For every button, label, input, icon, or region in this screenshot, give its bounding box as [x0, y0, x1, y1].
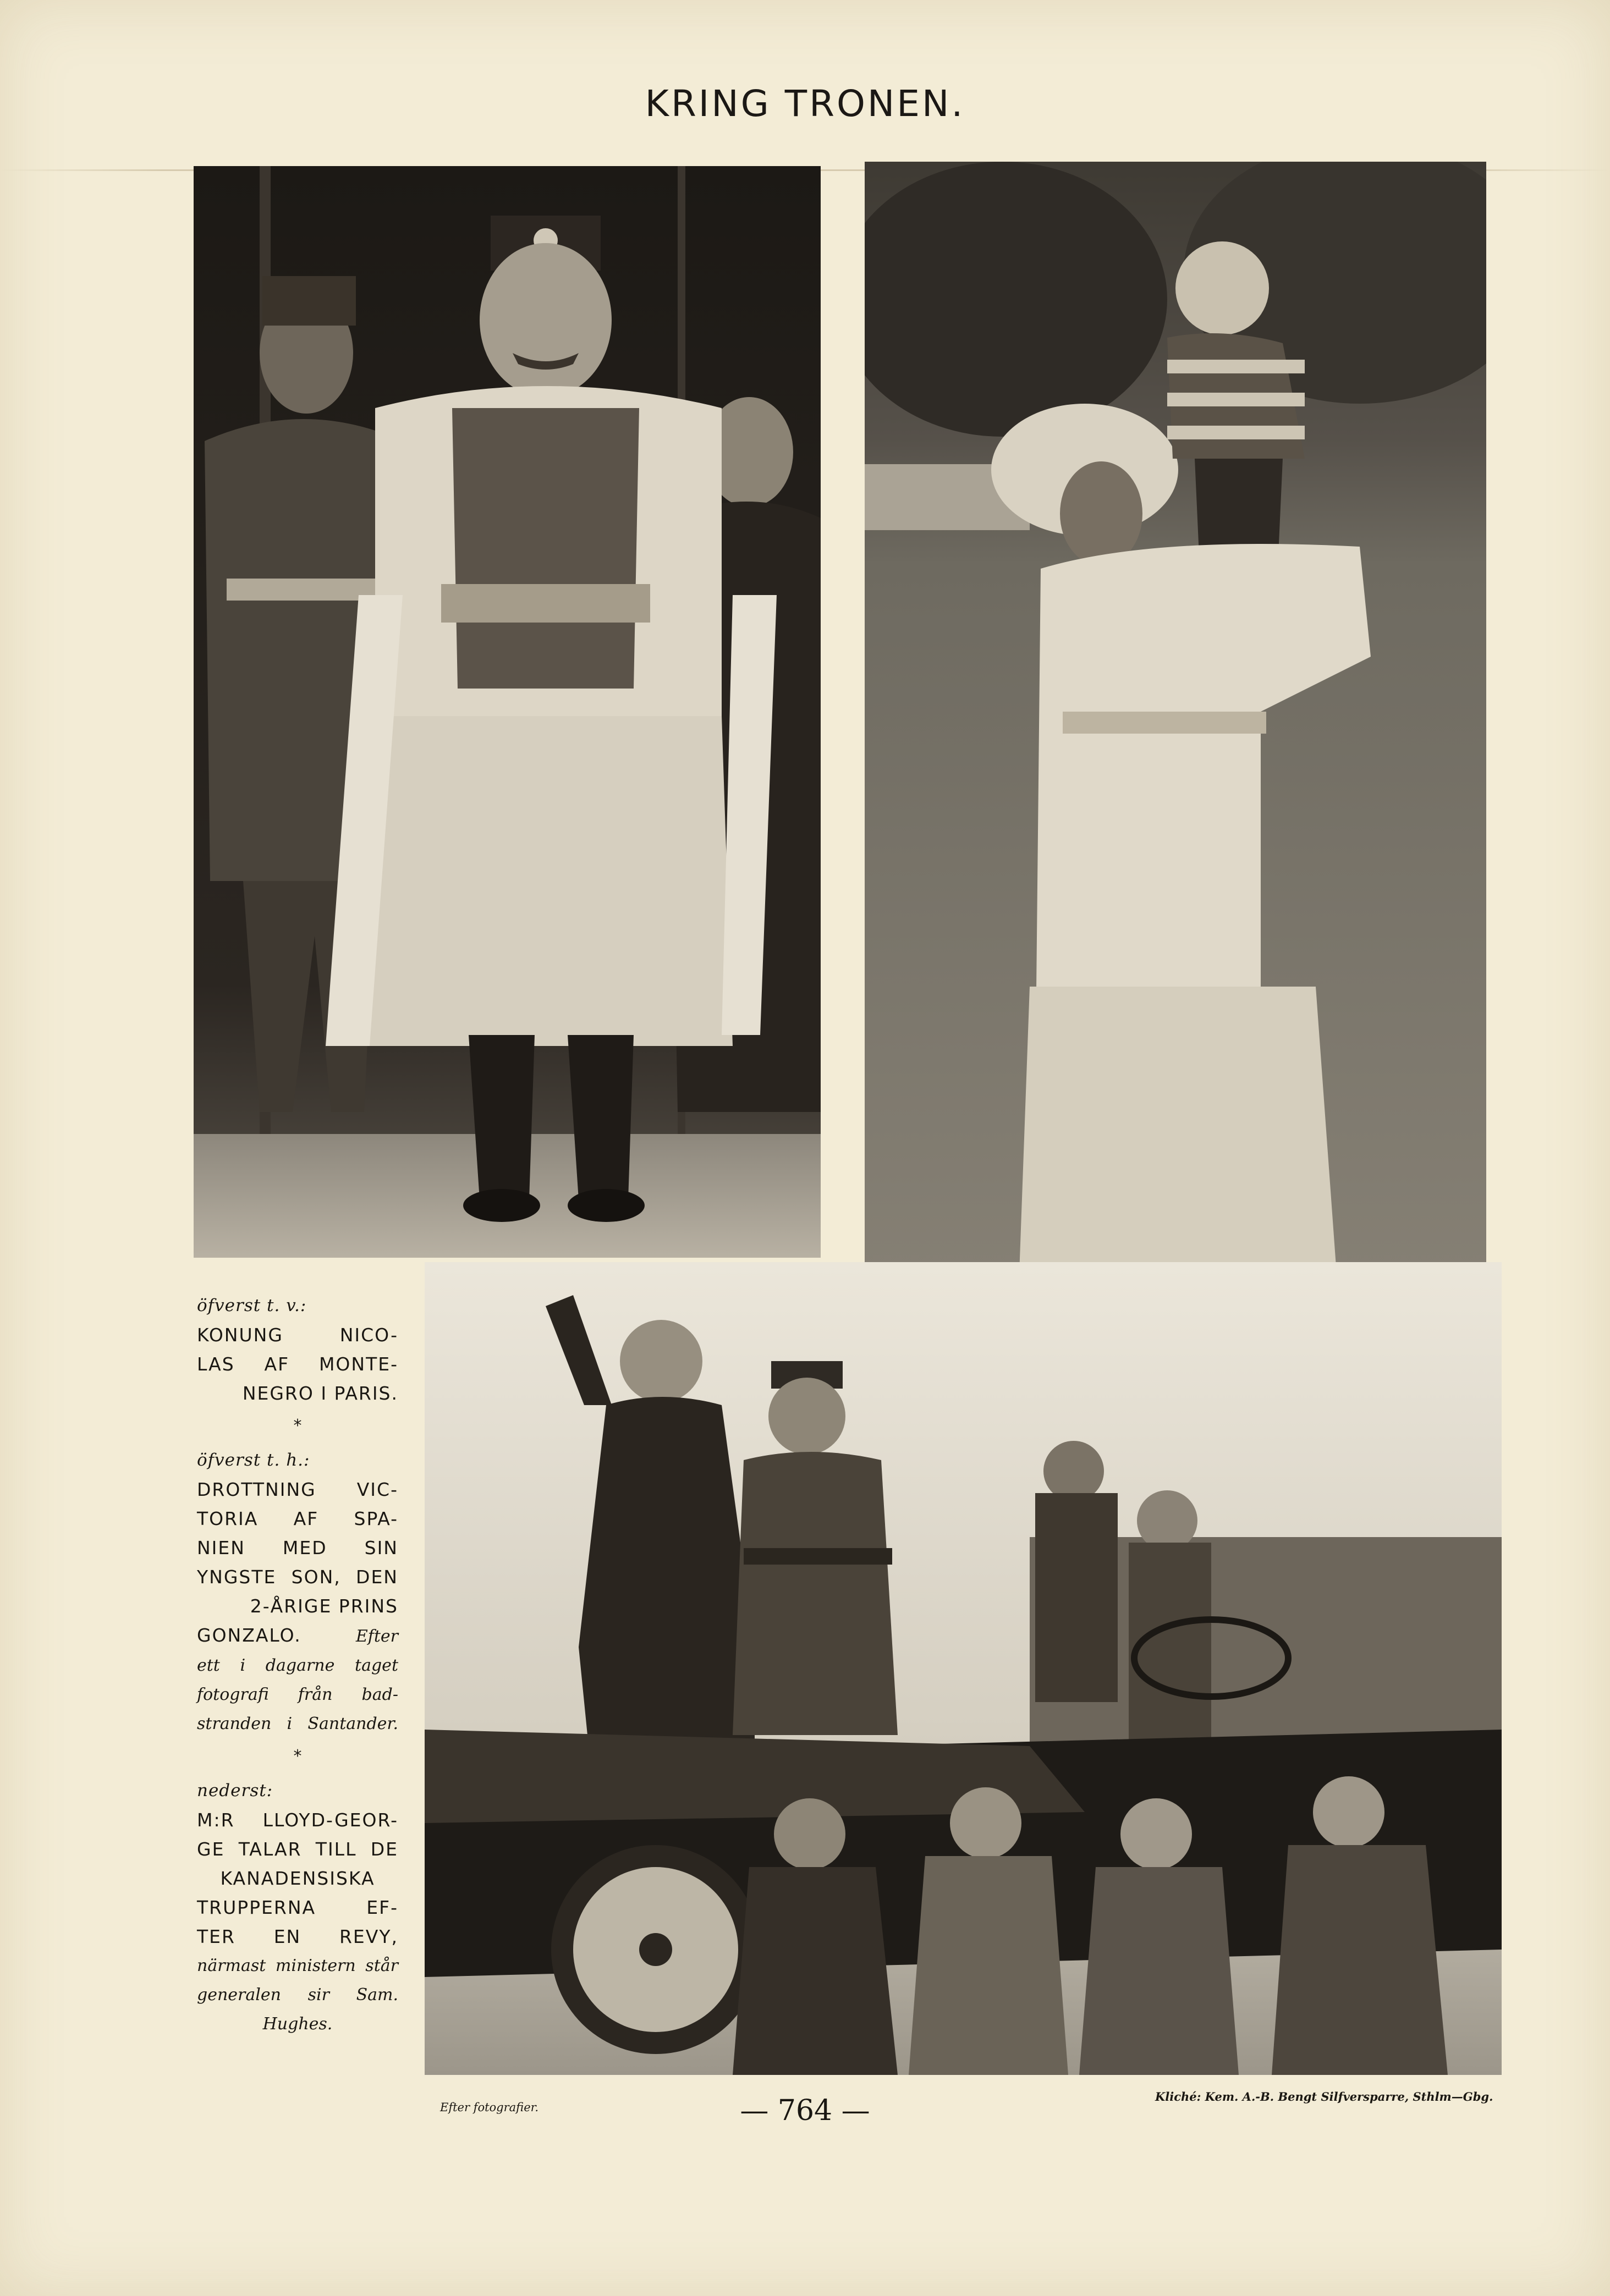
- page-number: — 764 —: [740, 2094, 870, 2127]
- photo-credit: Efter fotografier.: [440, 2101, 539, 2114]
- caption-top-left-line: NEGRO I PARIS.: [242, 1383, 398, 1404]
- caption-bottom-line: KANADENSISKA: [220, 1868, 375, 1889]
- king-photo-illustration: [194, 166, 821, 1258]
- caption-top-right-line: DROTTNING VIC-: [197, 1479, 398, 1500]
- queen-photo-illustration: [865, 162, 1486, 1421]
- caption-bottom-italic-line: Hughes.: [262, 2014, 333, 2034]
- caption-top-left-line: LAS AF MONTE-: [197, 1353, 398, 1375]
- caption-separator: *: [293, 1747, 302, 1766]
- photograph-lloyd-george-icon: [425, 1262, 1502, 2075]
- caption-bottom-line: GE TALAR TILL DE: [197, 1838, 398, 1860]
- cliche-credit: Kliché: Kem. A.-B. Bengt Silfversparre, Sthlm—Gbg.: [1155, 2090, 1493, 2104]
- caption-bottom-italic-line: generalen sir Sam.: [197, 1985, 398, 2005]
- photograph-king-nicolas-icon: [194, 166, 821, 1258]
- photograph-queen-victoria-icon: [865, 162, 1486, 1421]
- caption-bottom-line: TER EN REVY,: [197, 1926, 398, 1947]
- caption-bottom-italic-line: närmast ministern står: [197, 1956, 398, 1975]
- caption-top-right-lead: öfverst t. h.:: [197, 1450, 310, 1470]
- caption-top-left-line: KONUNG NICO-: [197, 1324, 398, 1346]
- caption-top-right-mixed-line: [197, 1621, 398, 1651]
- caption-bottom-line: M:R LLOYD-GEOR-: [197, 1809, 398, 1831]
- caption-top-right-line: NIEN MED SIN: [197, 1537, 398, 1559]
- caption-top-right-mixed-caps: GONZALO.: [197, 1625, 301, 1646]
- caption-bottom-lead: nederst:: [197, 1781, 273, 1801]
- caption-top-right-line: 2-ÅRIGE PRINS: [250, 1595, 398, 1617]
- caption-top-right-italic-line: fotografi från bad-: [197, 1685, 398, 1704]
- caption-bottom-line: TRUPPERNA EF-: [197, 1897, 398, 1918]
- caption-top-right-italic-line: ett i dagarne taget: [197, 1656, 398, 1675]
- page-title: KRING TRONEN.: [645, 82, 965, 125]
- caption-top-right-line: TORIA AF SPA-: [197, 1508, 398, 1529]
- caption-top-right-italic-line: stranden i Santander.: [197, 1714, 398, 1733]
- caption-top-right-mixed-italic: Efter: [355, 1627, 398, 1646]
- caption-column: [197, 1291, 398, 2039]
- caption-top-left-lead: öfverst t. v.:: [197, 1296, 307, 1315]
- lloyd-george-photo-illustration: [425, 1262, 1502, 2075]
- caption-top-right-line: YNGSTE SON, DEN: [197, 1566, 398, 1588]
- caption-separator: *: [293, 1416, 302, 1435]
